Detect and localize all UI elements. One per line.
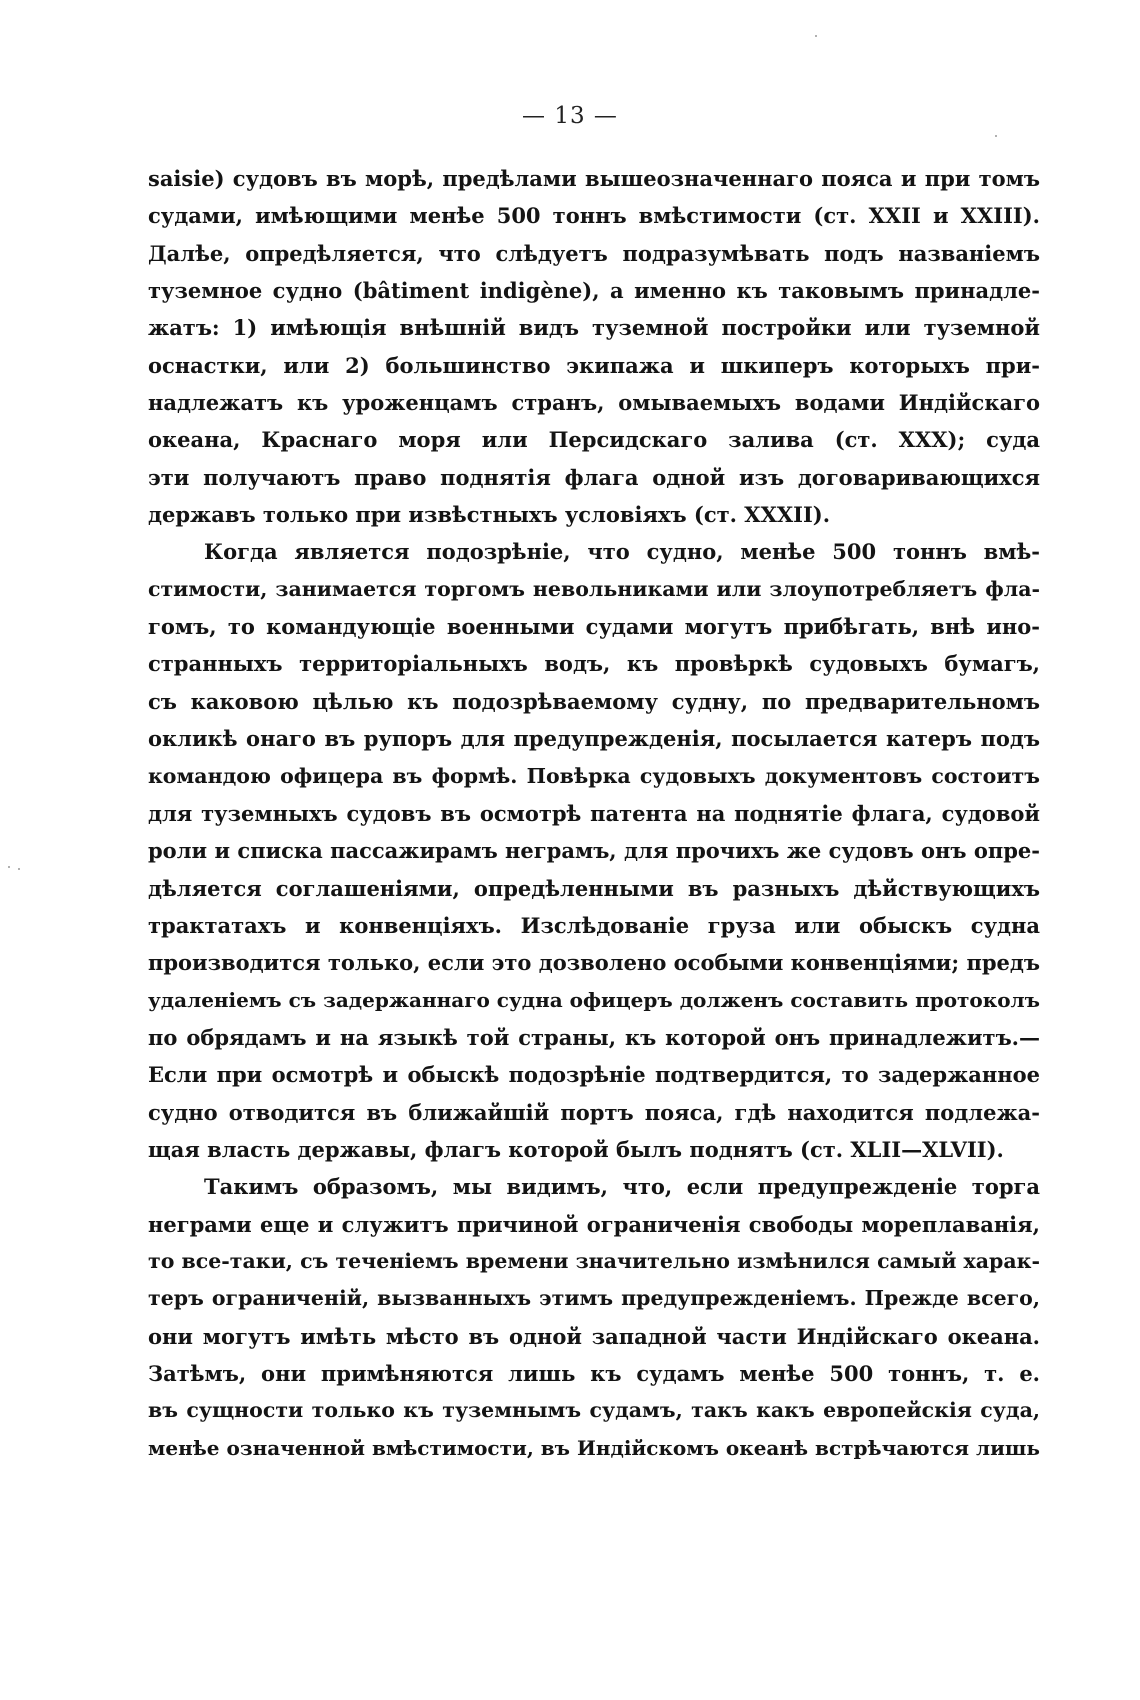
text-line: въ сущности только къ туземнымъ судамъ, такъ какъ европейскія суда, (148, 1398, 1040, 1423)
text-line: надлежатъ къ уроженцамъ странъ, омываемыхъ водами Индійскаго (148, 390, 1040, 416)
text-line: оснастки, или 2) большинство экипажа и шкиперъ которыхъ при- (148, 352, 1040, 378)
text-line: saisie) судовъ въ морѣ, предѣлами вышеозначеннаго пояса и при томъ (148, 166, 1040, 191)
text-line: судами, имѣющими менѣе 500 тоннъ вмѣстимости (ст. XXII и XXIII). (148, 203, 1040, 229)
text-line: менѣе означенной вмѣстимости, въ Индійскомъ океанѣ встрѣчаются лишь (148, 1435, 1040, 1460)
scan-speck (995, 135, 997, 137)
text-line: дѣляется соглашеніями, опредѣленными въ разныхъ дѣйствующихъ (148, 875, 1040, 901)
text-line: державъ только при извѣстныхъ условіяхъ (ст. XXXII). (148, 502, 831, 528)
body-text (148, 160, 1040, 1467)
text-line: жатъ: 1) имѣющія внѣшній видъ туземной постройки или туземной (148, 315, 1040, 341)
text-line: то все-таки, съ теченіемъ времени значительно измѣнился самый харак- (148, 1248, 1040, 1273)
text-line: окликѣ онаго въ рупоръ для предупрежденія, посылается катеръ подъ (148, 726, 1040, 752)
text-line: эти получаютъ право поднятія флага одной изъ договаривающихся (148, 464, 1040, 490)
text-line: океана, Краснаго моря или Персидскаго залива (ст. XXX); суда (148, 427, 1040, 453)
text-line: туземное судно (bâtiment indigène), а именно къ таковымъ принадле- (148, 278, 1040, 304)
scan-speck (8, 866, 10, 868)
text-line: удаленіемъ съ задержаннаго судна офицеръ долженъ составить протоколъ (148, 987, 1040, 1012)
text-line: по обрядамъ и на языкѣ той страны, къ которой онъ принадлежитъ.— (148, 1024, 1040, 1050)
text-line: щая власть державы, флагъ которой былъ поднятъ (ст. XLII—XLVII). (148, 1136, 1004, 1162)
text-line: Такимъ образомъ, мы видимъ, что, если предупрежденіе торга (204, 1174, 1040, 1200)
text-line: производится только, если это дозволено особыми конвенціями; предъ (148, 950, 1040, 976)
scan-speck (815, 35, 817, 37)
text-line: съ каковою цѣлью къ подозрѣваемому судну, по предварительномъ (148, 688, 1040, 714)
text-line: теръ ограниченій, вызванныхъ этимъ предупрежденіемъ. Прежде всего, (148, 1286, 1040, 1311)
text-line: странныхъ территоріальныхъ водъ, къ провѣркѣ судовыхъ бумагъ, (148, 651, 1040, 677)
text-line: судно отводится въ ближайшій портъ пояса, гдѣ находится подлежа- (148, 1099, 1040, 1125)
text-line: неграми еще и служитъ причиной ограниченія свободы мореплаванія, (148, 1211, 1040, 1237)
text-line: Далѣе, опредѣляется, что слѣдуетъ подразумѣвать подъ названіемъ (148, 240, 1040, 266)
text-line: для туземныхъ судовъ въ осмотрѣ патента на поднятіе флага, судовой (148, 800, 1040, 826)
text-line: командою офицера въ формѣ. Повѣрка судовыхъ документовъ состоитъ (148, 763, 1040, 788)
text-line: роли и списка пассажирамъ неграмъ, для прочихъ же судовъ онъ опре- (148, 838, 1040, 864)
text-line: стимости, занимается торгомъ невольниками или злоупотребляетъ фла- (148, 576, 1040, 601)
text-line: гомъ, то командующіе военными судами могутъ прибѣгать, внѣ ино- (148, 614, 1040, 640)
text-line: они могутъ имѣть мѣсто въ одной западной части Индійскаго океана. (148, 1323, 1040, 1349)
scan-speck (18, 868, 20, 870)
page-number: — 13 — (522, 103, 618, 129)
text-line: трактатахъ и конвенціяхъ. Изслѣдованіе груза или обыскъ судна (148, 912, 1040, 938)
text-line: Когда является подозрѣніе, что судно, менѣе 500 тоннъ вмѣ- (204, 539, 1040, 565)
text-line: Затѣмъ, они примѣняются лишь къ судамъ менѣе 500 тоннъ, т. е. (148, 1361, 1040, 1386)
text-line: Если при осмотрѣ и обыскѣ подозрѣніе подтвердится, то задержанное (148, 1062, 1040, 1088)
